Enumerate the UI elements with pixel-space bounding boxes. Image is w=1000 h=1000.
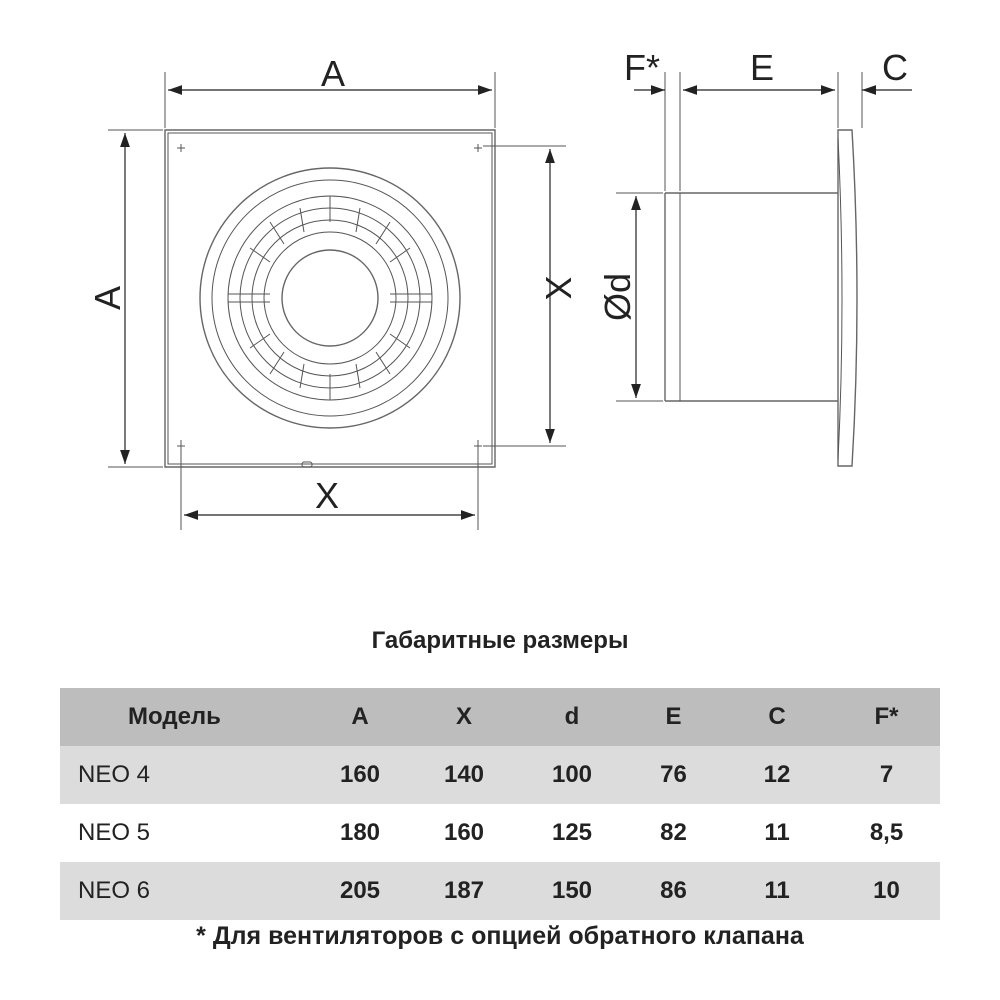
- cell-x: 140: [410, 746, 518, 804]
- table-row: [60, 804, 940, 862]
- dim-label-d: Ød: [597, 272, 638, 322]
- cell-c: 11: [721, 862, 833, 920]
- side-body-outline: [665, 193, 838, 401]
- cell-d: 125: [551, 819, 593, 846]
- cell-a: 160: [310, 746, 410, 804]
- cell-a: 180: [339, 819, 381, 846]
- header-c: C: [721, 688, 833, 746]
- cell-c: 11: [764, 819, 790, 846]
- cell-c: 12: [721, 746, 833, 804]
- center-hub: [282, 250, 378, 346]
- cell-e: 86: [626, 862, 721, 920]
- cell-model: NEO 6: [60, 862, 310, 920]
- cell-model: NEO 4: [60, 746, 310, 804]
- side-view: [597, 47, 912, 466]
- cell-x: 160: [443, 819, 485, 846]
- dim-label-a-left: A: [87, 285, 128, 311]
- dim-label-e: E: [749, 47, 775, 88]
- cell-model: NEO 5: [78, 819, 151, 846]
- header-a: A: [310, 688, 410, 746]
- cell-d: 100: [518, 746, 626, 804]
- cell-x: 187: [410, 862, 518, 920]
- grille-icon: [228, 196, 432, 400]
- cell-f: 8,5: [869, 819, 904, 846]
- header-model: Модель: [60, 688, 310, 746]
- front-extension-lines: [108, 72, 566, 530]
- header-e: E: [626, 688, 721, 746]
- front-panel-inner-edge: [168, 133, 492, 464]
- cell-a: 205: [310, 862, 410, 920]
- footnote: * Для вентиляторов с опцией обратного клапана: [196, 922, 804, 950]
- cell-d: 150: [518, 862, 626, 920]
- header-d: d: [518, 688, 626, 746]
- cell-e: 82: [660, 819, 687, 846]
- cell-e: 76: [626, 746, 721, 804]
- header-x: X: [410, 688, 518, 746]
- dim-label-a-top: A: [320, 53, 346, 94]
- dim-label-x-right: X: [538, 275, 579, 301]
- dim-label-x-bottom: X: [314, 475, 340, 516]
- header-f: F*: [833, 688, 940, 746]
- table-row: [60, 746, 940, 804]
- dim-label-f: F*: [624, 47, 660, 88]
- dim-label-c: C: [882, 47, 908, 88]
- screw-marks: [177, 144, 482, 450]
- table-row: [60, 862, 940, 920]
- table-title: Габаритные размеры: [371, 627, 629, 654]
- cell-f: 10: [833, 862, 940, 920]
- table-header-row: [60, 688, 940, 746]
- side-extension-lines: [616, 72, 862, 401]
- cell-f: 7: [833, 746, 940, 804]
- dimensions-table: [60, 688, 940, 920]
- front-view: [87, 53, 579, 530]
- side-panel-profile: [838, 130, 857, 466]
